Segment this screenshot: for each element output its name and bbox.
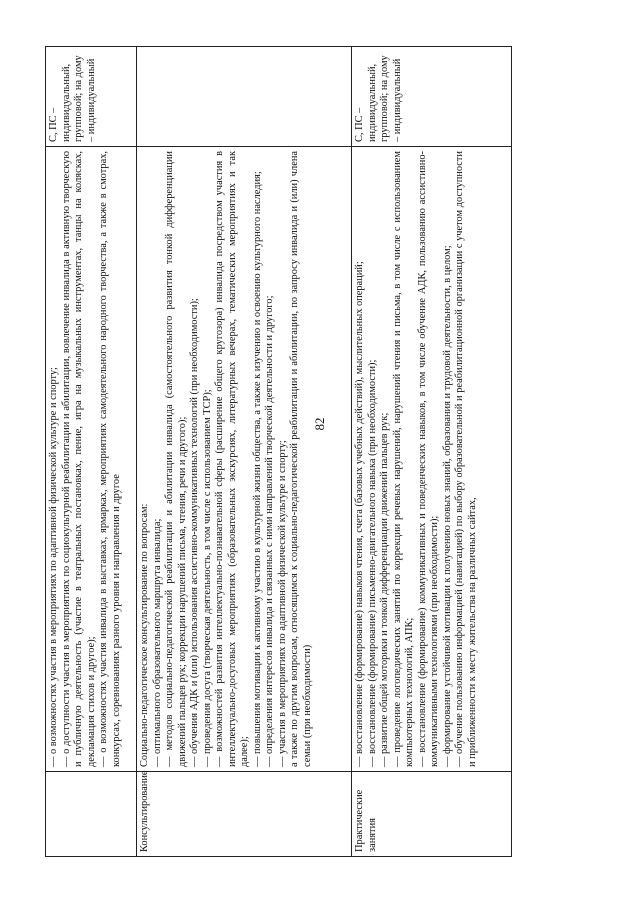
content-line: — восстановление (формирование) письменно-двигательного навыка (при необходимости); bbox=[366, 359, 378, 767]
services-table bbox=[45, 46, 512, 857]
content-line: — развитие общей моторики и тонкой дифференциации движений пальцев рук; bbox=[379, 412, 390, 767]
content-line: Социально-педагогическое консультирование по вопросам: bbox=[139, 503, 150, 767]
service-name-cell: Практические занятия bbox=[352, 772, 512, 857]
content-line: — формирование устойчивой мотивации к получению новых знаний, образования и трудовой деятельности, в целом; bbox=[441, 245, 453, 767]
content-line: — обучение пользованию информацией (навигацией) по выбору образовательной и реабилитационной организации с учетом доступности и приближенности к месту жительства на различных сайтах, bbox=[454, 151, 478, 767]
content-line: — восстановление (формирование) коммуникативных и поведенческих навыков, в том числе обучение АДК, пользованию ассистивно-коммуникативными технологиями (при необходимости); bbox=[416, 151, 440, 767]
content-line: — обучения АДК и (или) использования ассистивно-коммуникативных технологий (при необходимости); bbox=[189, 298, 200, 767]
content-line: — проведение логопедических занятий по коррекции речевых нарушений, нарушений чтения и письма, в том числе с использованием компьютерных технологий, АПК; bbox=[391, 151, 415, 767]
content-line: — восстановление (формирование) навыков чтения, счета (базовых учебных действий), мыслительных операций; bbox=[354, 261, 365, 767]
content-line: — определения интересов инвалида и связанных с ними направлений творческой деятельности и другого; bbox=[264, 295, 275, 767]
content-line: — о доступности участия в мероприятиях по социокультурной реабилитации и абилитации, вовлечение инвалида в активную творческую и публичную деятельность (участие в театральных постановках, пение, игра на музыкальных инструментах, танцы на колясках, декламация стихов и другое); bbox=[60, 151, 97, 767]
page-number: 82 bbox=[312, 417, 327, 431]
table-row bbox=[352, 47, 512, 857]
service-content-cell bbox=[352, 147, 512, 772]
service-form-cell: С, ПС – индивидуальный, групповой; на дому – индивидуальный bbox=[352, 47, 512, 147]
content-line: — возможностей развития интеллектуально-познавательной сферы (расширение общего кругозора) инвалида посредством участия в интеллектуально-досуговых мероприятиях (образовательных экскурсиях, литературных вечерах, тематических мероприятиях и так далее); bbox=[214, 151, 250, 767]
service-form-cell: С, ПС – индивидуальный, групповой; на дому – индивидуальный bbox=[46, 47, 137, 147]
table-row bbox=[46, 47, 137, 857]
table-row bbox=[137, 47, 352, 857]
content-line: — проведения досуга (творческая деятельность, в том числе с использованием ТСР); bbox=[201, 389, 213, 767]
rotated-page-content bbox=[45, 47, 595, 857]
service-name-cell bbox=[46, 772, 137, 857]
content-line: — методов социально-педагогической реабилитации и абилитации инвалида (самостоятельного развития тонкой дифференциации движений пальцев рук; коррекции нарушений письма, чтения, речи и другого); bbox=[164, 151, 188, 767]
service-name-cell: Консультирование bbox=[137, 772, 352, 857]
content-line: а также по другим вопросам, относящимся к социально-педагогической реабилитации и абилитации, по запросу инвалида и (или) члена семьи (при необходимости) bbox=[289, 151, 313, 767]
service-content-cell bbox=[137, 147, 352, 772]
content-line: — оптимального образовательного маршрута инвалида; bbox=[151, 518, 163, 767]
content-line: — о возможностях участия инвалида в выставках, ярмарках, мероприятиях самодеятельного народного творчества, а также в смотрах, конкурсах, соревнованиях разного уровня и направления и другое bbox=[98, 151, 122, 767]
content-line: — повышения мотивации к активному участию в культурной жизни общества, а также к изучению и освоению культурного наследия; bbox=[251, 171, 263, 767]
content-line: — о возможностях участия в мероприятиях по адаптивной физической культуре и спорту; bbox=[48, 367, 59, 767]
content-line: — участия в мероприятиях по адаптивной физической культуре и спорту; bbox=[276, 440, 288, 767]
service-form-cell bbox=[137, 47, 352, 147]
service-content-cell bbox=[46, 147, 137, 772]
